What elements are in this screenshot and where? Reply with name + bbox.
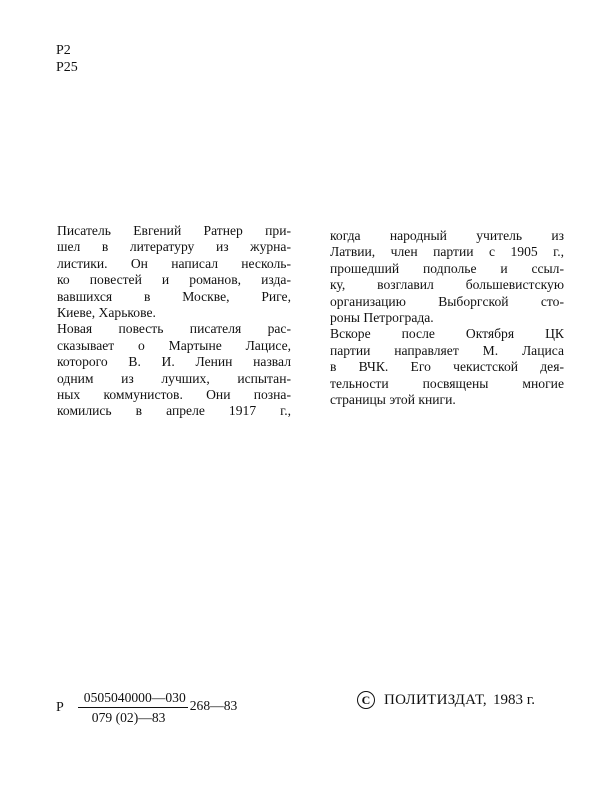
index-letter: Р	[56, 700, 64, 715]
copyright-imprint	[357, 691, 535, 709]
text-line: одним из лучших, испытан-	[57, 370, 291, 386]
annotation-paragraph	[330, 326, 564, 408]
index-denominator: 079 (02)—83	[91, 710, 166, 725]
text-line: ку, возглавил большевистскую	[330, 277, 564, 293]
catalog-index	[56, 690, 237, 726]
text-line: Новая повесть писателя рас-	[57, 321, 291, 337]
annotation-paragraph	[57, 321, 291, 419]
text-line: в ВЧК. Его чекистской дея-	[330, 359, 564, 375]
index-fraction	[78, 690, 188, 726]
annotation-right-column	[330, 228, 564, 408]
text-line: когда народный учитель из	[330, 228, 564, 243]
bbk-classification	[56, 42, 78, 76]
annotation-left-column	[57, 223, 291, 420]
text-line: Латвии, член партии с 1905 г.,	[330, 244, 564, 260]
publication-year: 1983 г.	[492, 691, 535, 708]
text-line: страницы этой книги.	[330, 392, 456, 408]
text-line: вавшихся в Москве, Риге,	[57, 288, 291, 304]
text-line: прошедший подполье и ссыл-	[330, 260, 564, 276]
text-line: листики. Он написал несколь-	[57, 255, 291, 271]
index-suffix: 268—83	[189, 698, 238, 713]
text-line: ко повестей и романов, изда-	[57, 272, 291, 288]
text-line: Киеве, Харькове.	[57, 305, 156, 321]
text-line: шел в литературу из журна-	[57, 239, 291, 255]
bbk-code-1: Р2	[56, 43, 71, 58]
annotation-paragraph	[57, 223, 291, 321]
text-line: организацию Выборгской сто-	[330, 293, 564, 309]
bbk-code-2: Р25	[56, 60, 78, 75]
text-line: партии направляет М. Лациса	[330, 342, 564, 358]
text-line: роны Петрограда.	[330, 310, 434, 326]
text-line: комились в апреле 1917 г.,	[57, 403, 291, 419]
text-line: Вскоре после Октября ЦК	[330, 326, 564, 342]
text-line: которого В. И. Ленин назвал	[57, 354, 291, 370]
index-numerator: 0505040000—030	[78, 690, 188, 708]
annotation-paragraph	[330, 228, 564, 326]
copyright-icon: C	[357, 691, 375, 709]
text-line: тельности посвящены многие	[330, 375, 564, 391]
publisher-name: ПОЛИТИЗДАТ,	[384, 691, 487, 708]
text-line: Писатель Евгений Ратнер при-	[57, 223, 291, 238]
text-line: ных коммунистов. Они позна-	[57, 387, 291, 403]
text-line: сказывает о Мартыне Лацисе,	[57, 337, 291, 353]
